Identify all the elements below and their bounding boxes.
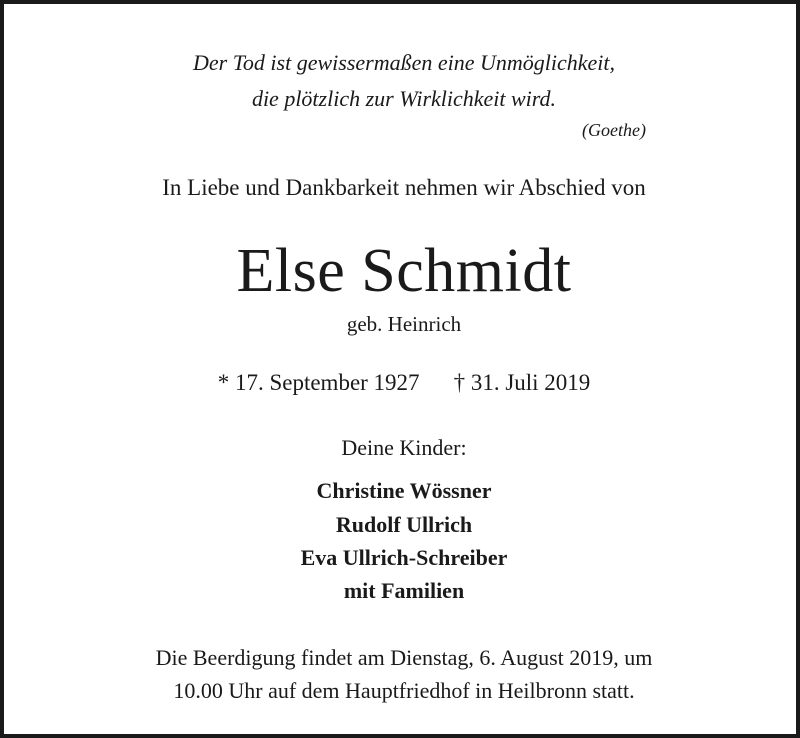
- mourner-name: Eva Ullrich-Schreiber: [300, 545, 508, 570]
- intro-text: In Liebe und Dankbarkeit nehmen wir Abschied von: [162, 175, 646, 200]
- mourner-families: mit Familien: [343, 578, 465, 603]
- deceased-name: Else Schmidt: [236, 237, 572, 305]
- birth-name: geb. Heinrich: [346, 312, 462, 336]
- funeral-notice-line-1: Die Beerdigung findet am Dienstag, 6. August 2019, um: [155, 645, 653, 670]
- mourner-name: Christine Wössner: [316, 478, 492, 503]
- children-label: Deine Kinder:: [341, 435, 467, 460]
- funeral-notice-line-2: 10.00 Uhr auf dem Hauptfriedhof in Heilbronn statt.: [173, 678, 635, 703]
- mourner-name: Rudolf Ullrich: [335, 512, 473, 537]
- quote-line-2: die plötzlich zur Wirklichkeit wird.: [251, 86, 557, 111]
- birth-date: * 17. September 1927: [217, 370, 420, 395]
- life-dates: [4, 370, 800, 396]
- quote-line-1: Der Tod ist gewissermaßen eine Unmöglichkeit,: [192, 50, 616, 75]
- quote-author: (Goethe): [582, 120, 646, 140]
- death-date: † 31. Juli 2019: [453, 370, 591, 395]
